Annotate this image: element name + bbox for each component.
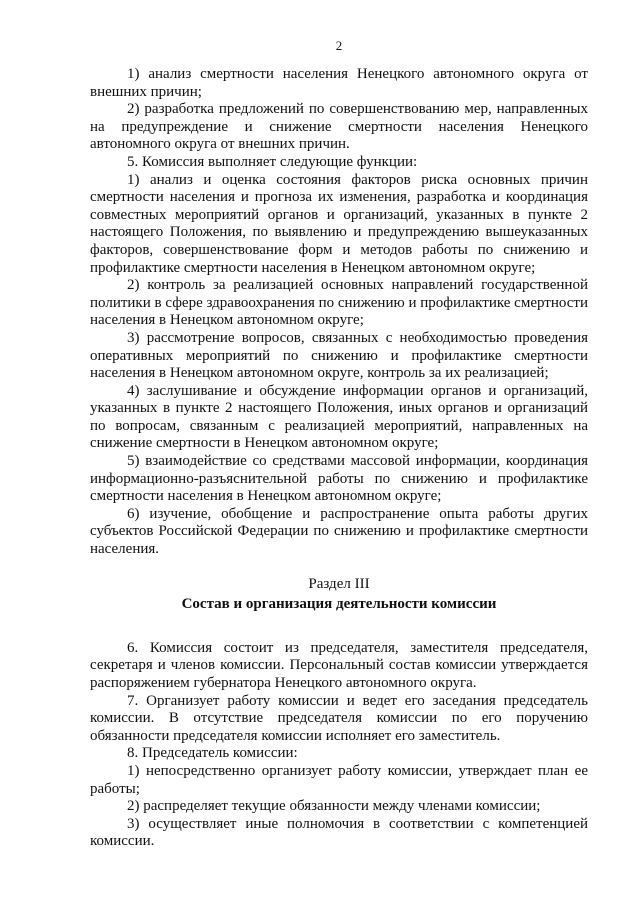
paragraph-chairman-duty-2: 2) распределяет текущие обязанности между членами комиссии; [127,798,541,815]
paragraph-function-6: 6) изучение, обобщение и распространение опыта работы других субъектов Российской Федерации по снижению и профилактике смертности населения. [90,505,588,558]
paragraph-proposals-development: 2) разработка предложений по совершенствованию мер, направленных на предупреждение и снижение смертности населения Ненецкого автономного округа от внешних причин. [90,101,588,153]
paragraph-function-2: 2) контроль за реализацией основных направлений государственной политики в сфере здравоохранения по снижению и профилактике смертности населения в Ненецком автономном округе; [90,277,588,329]
section-title: Состав и организация деятельности комиссии [181,596,497,613]
paragraph-function-4: 4) заслушивание и обсуждение информации органов и организаций, указанных в пункте 2 настоящего Положения, иных органов и организаций по вопросам, связанным с реализацией мероприятий, направленных на снижение смертности в Ненецком автономном округе; [90,382,588,452]
paragraph-commission-functions: 5. Комиссия выполняет следующие функции: [127,153,418,170]
document-body [90,66,588,851]
section-spacer [90,614,588,640]
paragraph-composition: 6. Комиссия состоит из председателя, заместителя председателя, секретаря и членов комиссии. Персональный состав комиссии утверждается распоряжением губернатора Ненецкого автономного округа. [90,639,588,691]
paragraph-chairman-duty-3: 3) осуществляет иные полномочия в соответствии с компетенцией комиссии. [90,815,588,850]
paragraph-function-1: 1) анализ и оценка состояния факторов риска основных причин смертности населения и прогноза их изменения, разработка и координация совместных мероприятий органов и организаций, указанных в пункте 2 настоящего Положения, по выявлению и предупреждению вышеуказанных факторов, совершенствование форм и методов работы по снижению и профилактике смертности населения в Ненецком автономном округе; [90,171,588,276]
section-heading: Раздел III [308,575,370,592]
paragraph-function-5: 5) взаимодействие со средствами массовой информации, координация информационно-разъяснительной работы по снижению и профилактике смертности населения в Ненецком автономном округе; [90,453,588,505]
page-number: 2 [335,38,343,53]
paragraph-chairman-duty-1: 1) непосредственно организует работу комиссии, утверждает план ее работы; [90,762,588,797]
paragraph-analysis-external-causes: 1) анализ смертности населения Ненецкого автономного округа от внешних причин; [90,66,588,100]
paragraph-organization: 7. Организует работу комиссии и ведет его заседания председатель комиссии. В отсутствие председателя комиссии по его поручению обязанности председателя комиссии исполняет его заместитель. [90,692,588,744]
paragraph-chairman: 8. Председатель комиссии: [127,745,298,762]
paragraph-function-3: 3) рассмотрение вопросов, связанных с необходимостью проведения оперативных мероприятий по снижению и профилактике смертности населения в Ненецком автономном округе, контроль за их реализацией; [90,329,588,382]
